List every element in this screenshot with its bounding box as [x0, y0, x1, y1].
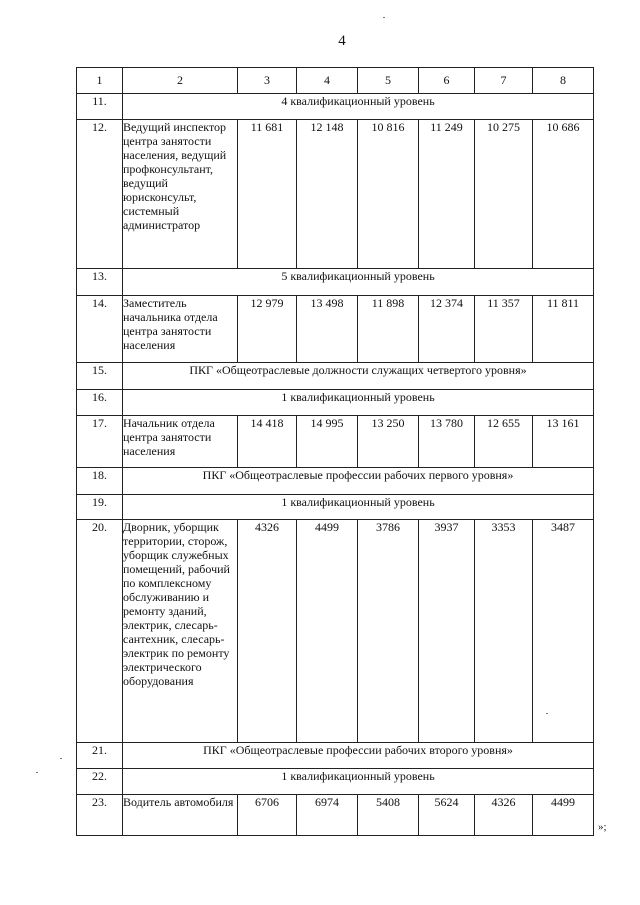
salary-value: 11 249 [419, 120, 475, 269]
salary-value: 4499 [297, 520, 358, 743]
section-heading: 1 квалификационный уровень [123, 495, 594, 520]
salary-value: 12 374 [419, 296, 475, 363]
row-number: 17. [77, 416, 123, 468]
position-name: Дворник, уборщик территории, сторож, уборщик служебных помещений, рабочий по комплексному обслуживанию и ремонту зданий, электрик, слесарь-сантехник, слесарь-электрик по ремонту электрического оборудования [123, 520, 238, 743]
section-heading: 4 квалификационный уровень [123, 94, 594, 120]
salary-value: 10 816 [358, 120, 419, 269]
salary-value: 13 498 [297, 296, 358, 363]
salary-value: 3937 [419, 520, 475, 743]
salary-value: 5408 [358, 795, 419, 836]
row-number: 19. [77, 495, 123, 520]
scan-speck [60, 758, 62, 759]
salary-value: 11 357 [475, 296, 533, 363]
position-name: Водитель автомобиля [123, 795, 238, 836]
header-cell: 6 [419, 68, 475, 94]
scan-speck [383, 17, 385, 18]
closing-quote-mark: »; [598, 821, 607, 833]
salary-value: 3487 [533, 520, 594, 743]
salary-value: 10 275 [475, 120, 533, 269]
salary-value: 3786 [358, 520, 419, 743]
salary-value: 13 780 [419, 416, 475, 468]
table-row [77, 390, 594, 416]
salary-value: 14 995 [297, 416, 358, 468]
scan-speck [546, 713, 548, 714]
salary-value: 13 161 [533, 416, 594, 468]
table-row [77, 468, 594, 495]
row-number: 11. [77, 94, 123, 120]
section-heading: 1 квалификационный уровень [123, 390, 594, 416]
header-cell: 2 [123, 68, 238, 94]
section-heading: 1 квалификационный уровень [123, 769, 594, 795]
table-row [77, 269, 594, 296]
row-number: 16. [77, 390, 123, 416]
row-number: 14. [77, 296, 123, 363]
salary-value: 5624 [419, 795, 475, 836]
position-name: Ведущий инспектор центра занятости населения, ведущий профконсультант, ведущий юрисконсульт, системный администратор [123, 120, 238, 269]
salary-value: 11 898 [358, 296, 419, 363]
table-row [77, 520, 594, 743]
salary-value: 3353 [475, 520, 533, 743]
salary-table [76, 67, 594, 836]
salary-value: 4326 [475, 795, 533, 836]
salary-value: 14 418 [238, 416, 297, 468]
salary-value: 12 148 [297, 120, 358, 269]
table-row [77, 120, 594, 269]
salary-value: 11 681 [238, 120, 297, 269]
scan-speck [36, 772, 38, 773]
table-row [77, 495, 594, 520]
row-number: 23. [77, 795, 123, 836]
salary-value: 12 655 [475, 416, 533, 468]
row-number: 13. [77, 269, 123, 296]
salary-value: 4326 [238, 520, 297, 743]
salary-value: 6706 [238, 795, 297, 836]
table-row [77, 296, 594, 363]
row-number: 12. [77, 120, 123, 269]
salary-value: 4499 [533, 795, 594, 836]
salary-value: 6974 [297, 795, 358, 836]
salary-value: 13 250 [358, 416, 419, 468]
section-heading: ПКГ «Общеотраслевые должности служащих четвертого уровня» [123, 363, 594, 390]
row-number: 20. [77, 520, 123, 743]
header-cell: 7 [475, 68, 533, 94]
row-number: 15. [77, 363, 123, 390]
header-cell: 4 [297, 68, 358, 94]
table-row [77, 416, 594, 468]
salary-value: 11 811 [533, 296, 594, 363]
section-heading: ПКГ «Общеотраслевые профессии рабочих первого уровня» [123, 468, 594, 495]
table-row [77, 743, 594, 769]
row-number: 21. [77, 743, 123, 769]
section-heading: ПКГ «Общеотраслевые профессии рабочих второго уровня» [123, 743, 594, 769]
page-number: 4 [338, 33, 346, 49]
table-row [77, 363, 594, 390]
position-name: Заместитель начальника отдела центра занятости населения [123, 296, 238, 363]
position-name: Начальник отдела центра занятости населения [123, 416, 238, 468]
salary-value: 12 979 [238, 296, 297, 363]
header-cell: 8 [533, 68, 594, 94]
header-cell: 1 [77, 68, 123, 94]
row-number: 22. [77, 769, 123, 795]
salary-value: 10 686 [533, 120, 594, 269]
section-heading: 5 квалификационный уровень [123, 269, 594, 296]
row-number: 18. [77, 468, 123, 495]
header-row [77, 68, 594, 94]
header-cell: 3 [238, 68, 297, 94]
table-row [77, 769, 594, 795]
table-row [77, 795, 594, 836]
header-cell: 5 [358, 68, 419, 94]
table-row [77, 94, 594, 120]
